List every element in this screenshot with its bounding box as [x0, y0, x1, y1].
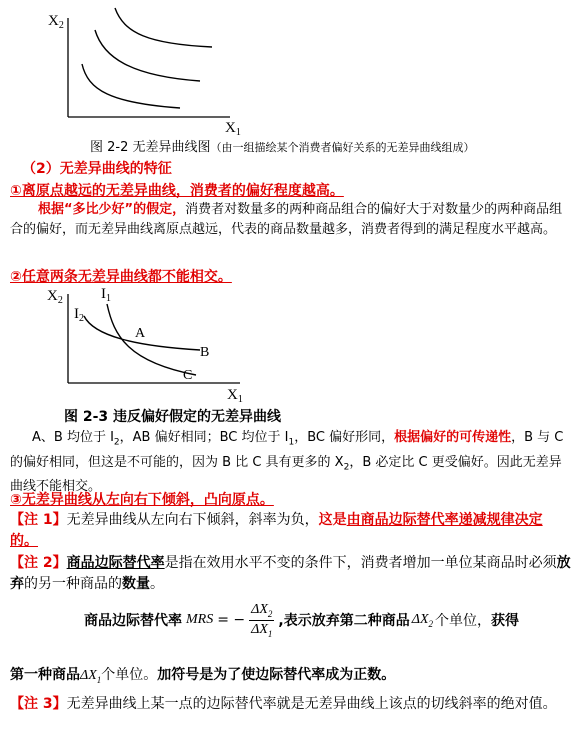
formula-dx2: $\Delta X_2$ [411, 611, 434, 629]
note-2 [10, 553, 572, 595]
feature-2-title: ②任意两条无差异曲线都不能相交。 [10, 269, 232, 285]
note-2-text-1: 是指在效用水平不变的条件下，消费者增加一单位某商品时必须 [164, 555, 557, 571]
formula-equals: = − [217, 612, 246, 629]
feature-1-body: 消费者对数量多的两种商品组合的偏好大于对数量少的两种商品组合的偏好，而无差异曲线离原点越远，代表的商品数量越多，消费者得到的满足程度水平越高。 [10, 202, 563, 237]
cont-text-1: 第一种商品 [10, 667, 80, 683]
feature-1-paragraph [10, 200, 570, 240]
fig2-point-C: C [183, 368, 193, 383]
formula-gain: 获得 [491, 613, 520, 630]
note-3 [10, 694, 572, 715]
expl-sub-5: 2 [343, 462, 350, 473]
note-2-text-3: 的另一种商品的 [24, 576, 122, 592]
note-3-tag: 【注 3】 [10, 696, 67, 712]
note-2-text-5: 。 [150, 576, 164, 592]
transitivity-text: 根据偏好的可传递性 [394, 430, 512, 445]
expl-text-3: ，BC 偏好形同， [294, 430, 395, 445]
intersection-explanation [10, 428, 572, 497]
formula-after: ,表示放弃第二种商品 [278, 613, 410, 630]
expl-text-1: A、B 均位于 I [32, 430, 114, 445]
figure1-caption-title: 图 2-2 无差异曲线图 [90, 140, 211, 155]
figure-intersecting-curves [0, 280, 581, 405]
expl-text-2: ，AB 偏好相同；BC 均位于 I [119, 430, 289, 445]
expl-sub-2: 1 [288, 437, 295, 448]
fig1-x-axis-label: $X_1$ [225, 120, 241, 138]
formula-mrs: MRS [186, 612, 214, 628]
note-1-red-lead: 这是 [318, 512, 347, 528]
cont-text-2: 个单位。 [101, 667, 158, 683]
fig2-y-axis-label: $X_2$ [47, 288, 63, 306]
note-2-quantity: 数量 [122, 576, 150, 592]
mrs-formula [84, 602, 519, 639]
fig1-curve-high [115, 8, 212, 47]
fig1-curve-low [82, 64, 180, 108]
fig2-label-I2: $I_2$ [74, 306, 84, 324]
note-1-text: 无差异曲线从左向右下倾斜，斜率为负， [66, 512, 319, 528]
note-1-emphasis: 由商品边际替代率递减规律决定的。 [10, 512, 543, 549]
fig1-y-axis-label: $X_2$ [48, 13, 64, 31]
fig2-x-axis-label: $X_1$ [227, 387, 243, 405]
figure2-caption: 图 2-3 违反偏好假定的无差异曲线 [64, 409, 282, 425]
formula-continuation [10, 664, 395, 685]
figure-indifference-curves [0, 0, 581, 140]
figure1-caption [90, 136, 475, 155]
formula-label: 商品边际替代率 [84, 613, 182, 630]
fig2-curve-I1 [107, 304, 196, 375]
fig2-label-I1: $I_1$ [101, 286, 111, 304]
cont-dx1: $\Delta X_1$ [80, 668, 102, 685]
feature-3-title: ③无差异曲线从左向右下倾斜，凸向原点。 [10, 492, 274, 508]
assumption-text: 根据“多比少好”的假定， [38, 202, 186, 217]
note-1 [10, 510, 570, 552]
note-3-text: 无差异曲线上某一点的边际替代率就是无差异曲线上该点的切线斜率的绝对值。 [66, 696, 557, 712]
note-1-tag: 【注 1】 [10, 512, 67, 528]
expl-sub-1: 2 [113, 437, 120, 448]
expl-text-5: ，B 与 C 的偏好相同，但这是不可能的，因为 B 比 C 具有更多的 X [10, 430, 564, 470]
formula-unit: 个单位， [435, 613, 492, 630]
section-heading: （2）无差异曲线的特征 [22, 161, 172, 177]
cont-text-3: 加符号是为了使边际替代率成为正数。 [157, 667, 396, 683]
note-2-tag: 【注 2】 [10, 555, 67, 571]
note-2-term: 商品边际替代率 [66, 555, 165, 571]
expl-text-6: ，B 必定比 C 更受偏好。因此无差异曲线不能相交。 [10, 454, 562, 495]
formula-numerator: $\Delta X_2$ [251, 602, 273, 619]
fig2-point-A: A [135, 326, 146, 341]
fig2-point-B: B [200, 345, 210, 360]
feature-1-title: ①离原点越远的无差异曲线，消费者的偏好程度越高。 [10, 183, 344, 199]
formula-denominator: $\Delta X_1$ [251, 621, 273, 639]
note-2-give-up: 放弃 [10, 555, 571, 592]
formula-fraction [249, 602, 274, 639]
figure1-caption-note: （由一组描绘某个消费者偏好关系的无差异曲线组成） [210, 141, 475, 154]
